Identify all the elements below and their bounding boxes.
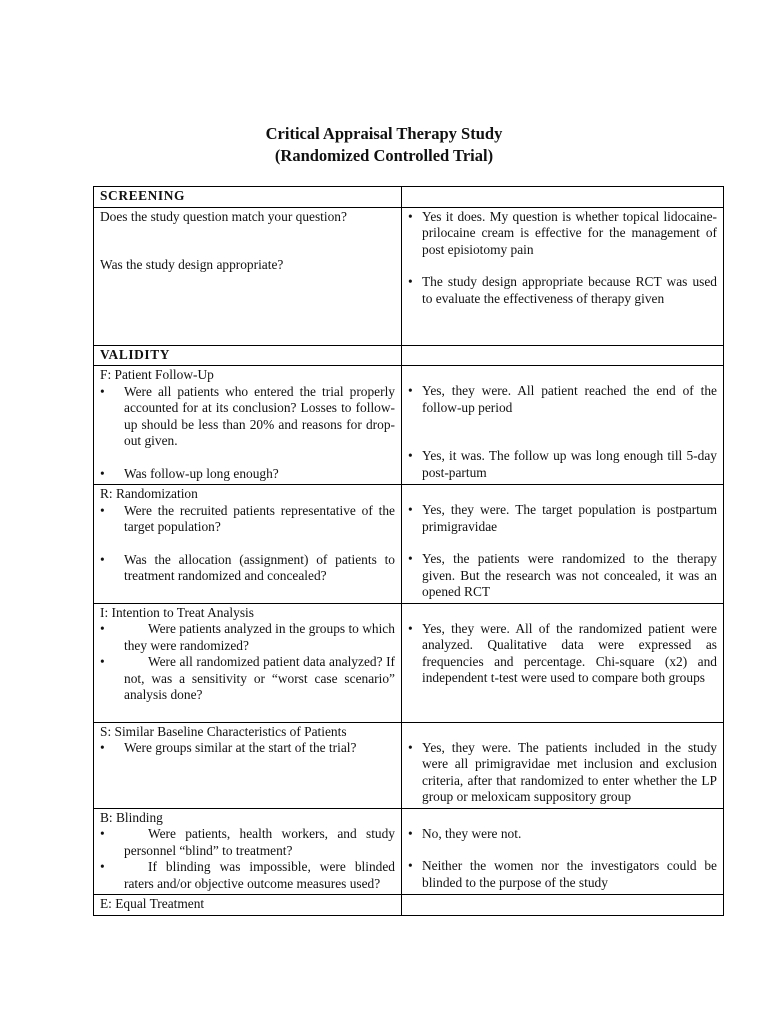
blinding-question-1: Were patients, health workers, and study personnel “blind” to treatment?	[124, 826, 395, 858]
answer-item	[408, 209, 717, 259]
follow-up-heading: F: Patient Follow-Up	[100, 367, 214, 382]
bullet-icon: •	[408, 208, 413, 224]
itt-row	[94, 603, 724, 722]
baseline-answer-1: Yes, they were. The patients included in the study were all primigravidae met inclusion and exclusion criteria, after that randomized to enter whether the LP group or meloxicam suppository group	[422, 739, 717, 804]
answer-item	[408, 383, 717, 416]
itt-question-1: Were patients analyzed in the groups to which they were randomized?	[124, 621, 395, 653]
title-line-1: Critical Appraisal Therapy Study	[265, 124, 503, 143]
appraisal-table	[93, 186, 724, 916]
randomization-heading: R: Randomization	[100, 486, 198, 501]
screening-label: SCREENING	[94, 187, 402, 208]
itt-question-2: Were all randomized patient data analyzed? If not, was a sensitivity or “worst case scenario” analysis done?	[124, 654, 395, 702]
equal-treatment-row	[94, 895, 724, 916]
randomization-answer-2: Yes, the patients were randomized to the therapy given. But the research was not concealed, it was an opened RCT	[422, 551, 717, 599]
blinding-answer-1: No, they were not.	[422, 825, 522, 841]
question-item	[100, 621, 395, 654]
screening-header-row	[94, 187, 724, 208]
itt-answers	[402, 603, 724, 722]
baseline-answers	[402, 722, 724, 808]
follow-up-question-1: Were all patients who entered the trial properly accounted for at its conclusion? Losses to follow-up should be less than 20% and reasons for drop-out given.	[124, 383, 395, 448]
bullet-icon: •	[100, 551, 105, 567]
baseline-questions	[94, 722, 402, 808]
bullet-icon: •	[408, 858, 413, 873]
blinding-heading: B: Blinding	[100, 809, 163, 825]
screening-answer-1: Yes it does. My question is whether topical lidocaine-prilocaine cream is effective for the management of post episiotomy pain	[422, 208, 717, 257]
follow-up-answer-2: Yes, it was. The follow up was long enough till 5-day post-partum	[422, 448, 717, 480]
follow-up-answers	[402, 366, 724, 485]
blinding-question-2: If blinding was impossible, were blinded raters and/or objective outcome measures used?	[124, 859, 395, 891]
bullet-icon: •	[100, 654, 105, 669]
bullet-icon: •	[408, 825, 413, 841]
baseline-heading: S: Similar Baseline Characteristics of Patients	[100, 723, 347, 739]
bullet-icon: •	[100, 383, 105, 399]
bullet-icon: •	[408, 739, 413, 755]
screening-question-1: Does the study question match your question?	[100, 208, 347, 224]
follow-up-questions	[94, 366, 402, 485]
bullet-icon: •	[408, 502, 413, 517]
randomization-answers	[402, 485, 724, 604]
randomization-question-1: Were the recruited patients representative of the target population?	[124, 502, 395, 534]
itt-heading: I: Intention to Treat Analysis	[100, 604, 254, 620]
equal-treatment-heading: E: Equal Treatment	[94, 895, 402, 916]
question-item	[100, 503, 395, 536]
randomization-question-2: Was the allocation (assignment) of patients to treatment randomized and concealed?	[124, 551, 395, 583]
bullet-icon: •	[100, 621, 105, 636]
bullet-icon: •	[408, 383, 413, 398]
itt-answer-1: Yes, they were. All of the randomized patient were analyzed. Qualitative data were expressed as frequencies and percentage. Chi-square (x2) and independent t-test were used to compare both groups	[422, 620, 717, 685]
randomization-questions	[94, 485, 402, 604]
bullet-icon: •	[408, 448, 413, 463]
screening-questions	[94, 207, 402, 345]
screening-answer-2: The study design appropriate because RCT was used to evaluate the effectiveness of therapy given	[422, 274, 717, 306]
question-item	[100, 740, 395, 757]
follow-up-row	[94, 366, 724, 485]
question-item	[100, 466, 395, 483]
bullet-icon: •	[100, 740, 105, 755]
validity-label: VALIDITY	[94, 345, 402, 366]
answer-item	[408, 621, 717, 687]
baseline-question-1: Were groups similar at the start of the trial?	[124, 740, 357, 755]
answer-item	[408, 826, 717, 843]
blinding-answers	[402, 808, 724, 895]
validity-header-blank	[402, 345, 724, 366]
blinding-answer-2: Neither the women nor the investigators could be blinded to the purpose of the study	[422, 858, 717, 890]
bullet-icon: •	[408, 620, 413, 636]
question-item	[100, 384, 395, 450]
randomization-answer-1: Yes, they were. The target population is postpartum primigravidae	[422, 502, 717, 534]
answer-item	[408, 502, 717, 535]
question-item	[100, 552, 395, 585]
follow-up-answer-1: Yes, they were. All patient reached the end of the follow-up period	[422, 383, 717, 415]
blinding-row	[94, 808, 724, 895]
bullet-icon: •	[408, 274, 413, 289]
bullet-icon: •	[100, 826, 105, 841]
answer-item	[408, 551, 717, 601]
screening-answers	[402, 207, 724, 345]
blinding-questions	[94, 808, 402, 895]
answer-item	[408, 274, 717, 307]
equal-treatment-blank	[402, 895, 724, 916]
title-line-2: (Randomized Controlled Trial)	[274, 146, 494, 165]
answer-item	[408, 740, 717, 806]
follow-up-question-2: Was follow-up long enough?	[124, 465, 279, 481]
screening-row	[94, 207, 724, 345]
question-item	[100, 826, 395, 859]
bullet-icon: •	[100, 502, 105, 518]
bullet-icon: •	[408, 551, 413, 566]
validity-header-row	[94, 345, 724, 366]
screening-header-blank	[402, 187, 724, 208]
question-item	[100, 654, 395, 704]
answer-item	[408, 858, 717, 891]
bullet-icon: •	[100, 859, 105, 874]
randomization-row	[94, 485, 724, 604]
document-title	[0, 123, 768, 167]
screening-question-2: Was the study design appropriate?	[100, 257, 284, 272]
question-item	[100, 859, 395, 892]
baseline-row	[94, 722, 724, 808]
itt-questions	[94, 603, 402, 722]
answer-item	[408, 448, 717, 481]
bullet-icon: •	[100, 465, 105, 481]
